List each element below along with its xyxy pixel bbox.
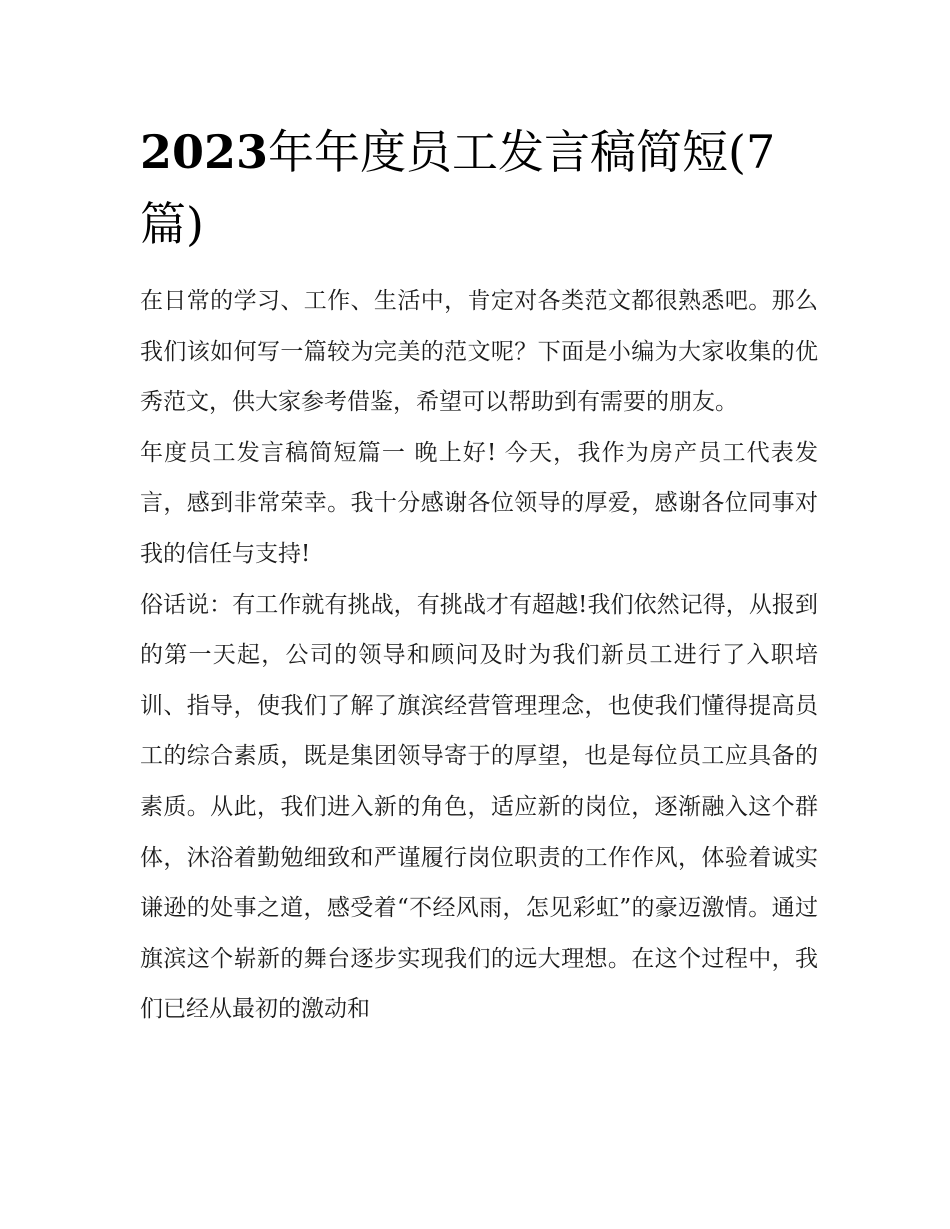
document-body [140, 276, 818, 1035]
body-paragraph-intro: 在日常的学习、工作、生活中，肯定对各类范文都很熟悉吧。那么我们该如何写一篇较为完美的范文呢？下面是小编为大家收集的优秀范文，供大家参考借鉴，希望可以帮助到有需要的朋友。 [140, 288, 818, 416]
body-paragraph-speech-main: 俗话说：有工作就有挑战，有挑战才有超越!我们依然记得，从报到的第一天起，公司的领导和顾问及时为我们新员工进行了入职培训、指导，使我们了解了旗滨经营管理理念，也使我们懂得提高员工的综合素质，既是集团领导寄于的厚望，也是每位员工应具备的素质。从此，我们进入新的角色，适应新的岗位，逐渐融入这个群体，沐浴着勤勉细致和严谨履行岗位职责的工作作风，体验着诚实谦逊的处事之道，感受着“不经风雨，怎见彩虹”的豪迈激情。通过旗滨这个崭新的舞台逐步实现我们的远大理想。在这个过程中，我们已经从最初的激动和 [140, 591, 818, 1023]
document-title: 2023年年度员工发言稿简短(7篇) [140, 125, 776, 251]
body-paragraph-speech-opening: 年度员工发言稿简短篇一 晚上好! 今天，我作为房产员工代表发言，感到非常荣幸。我十分感谢各位领导的厚爱，感谢各位同事对我的信任与支持! [140, 439, 818, 567]
